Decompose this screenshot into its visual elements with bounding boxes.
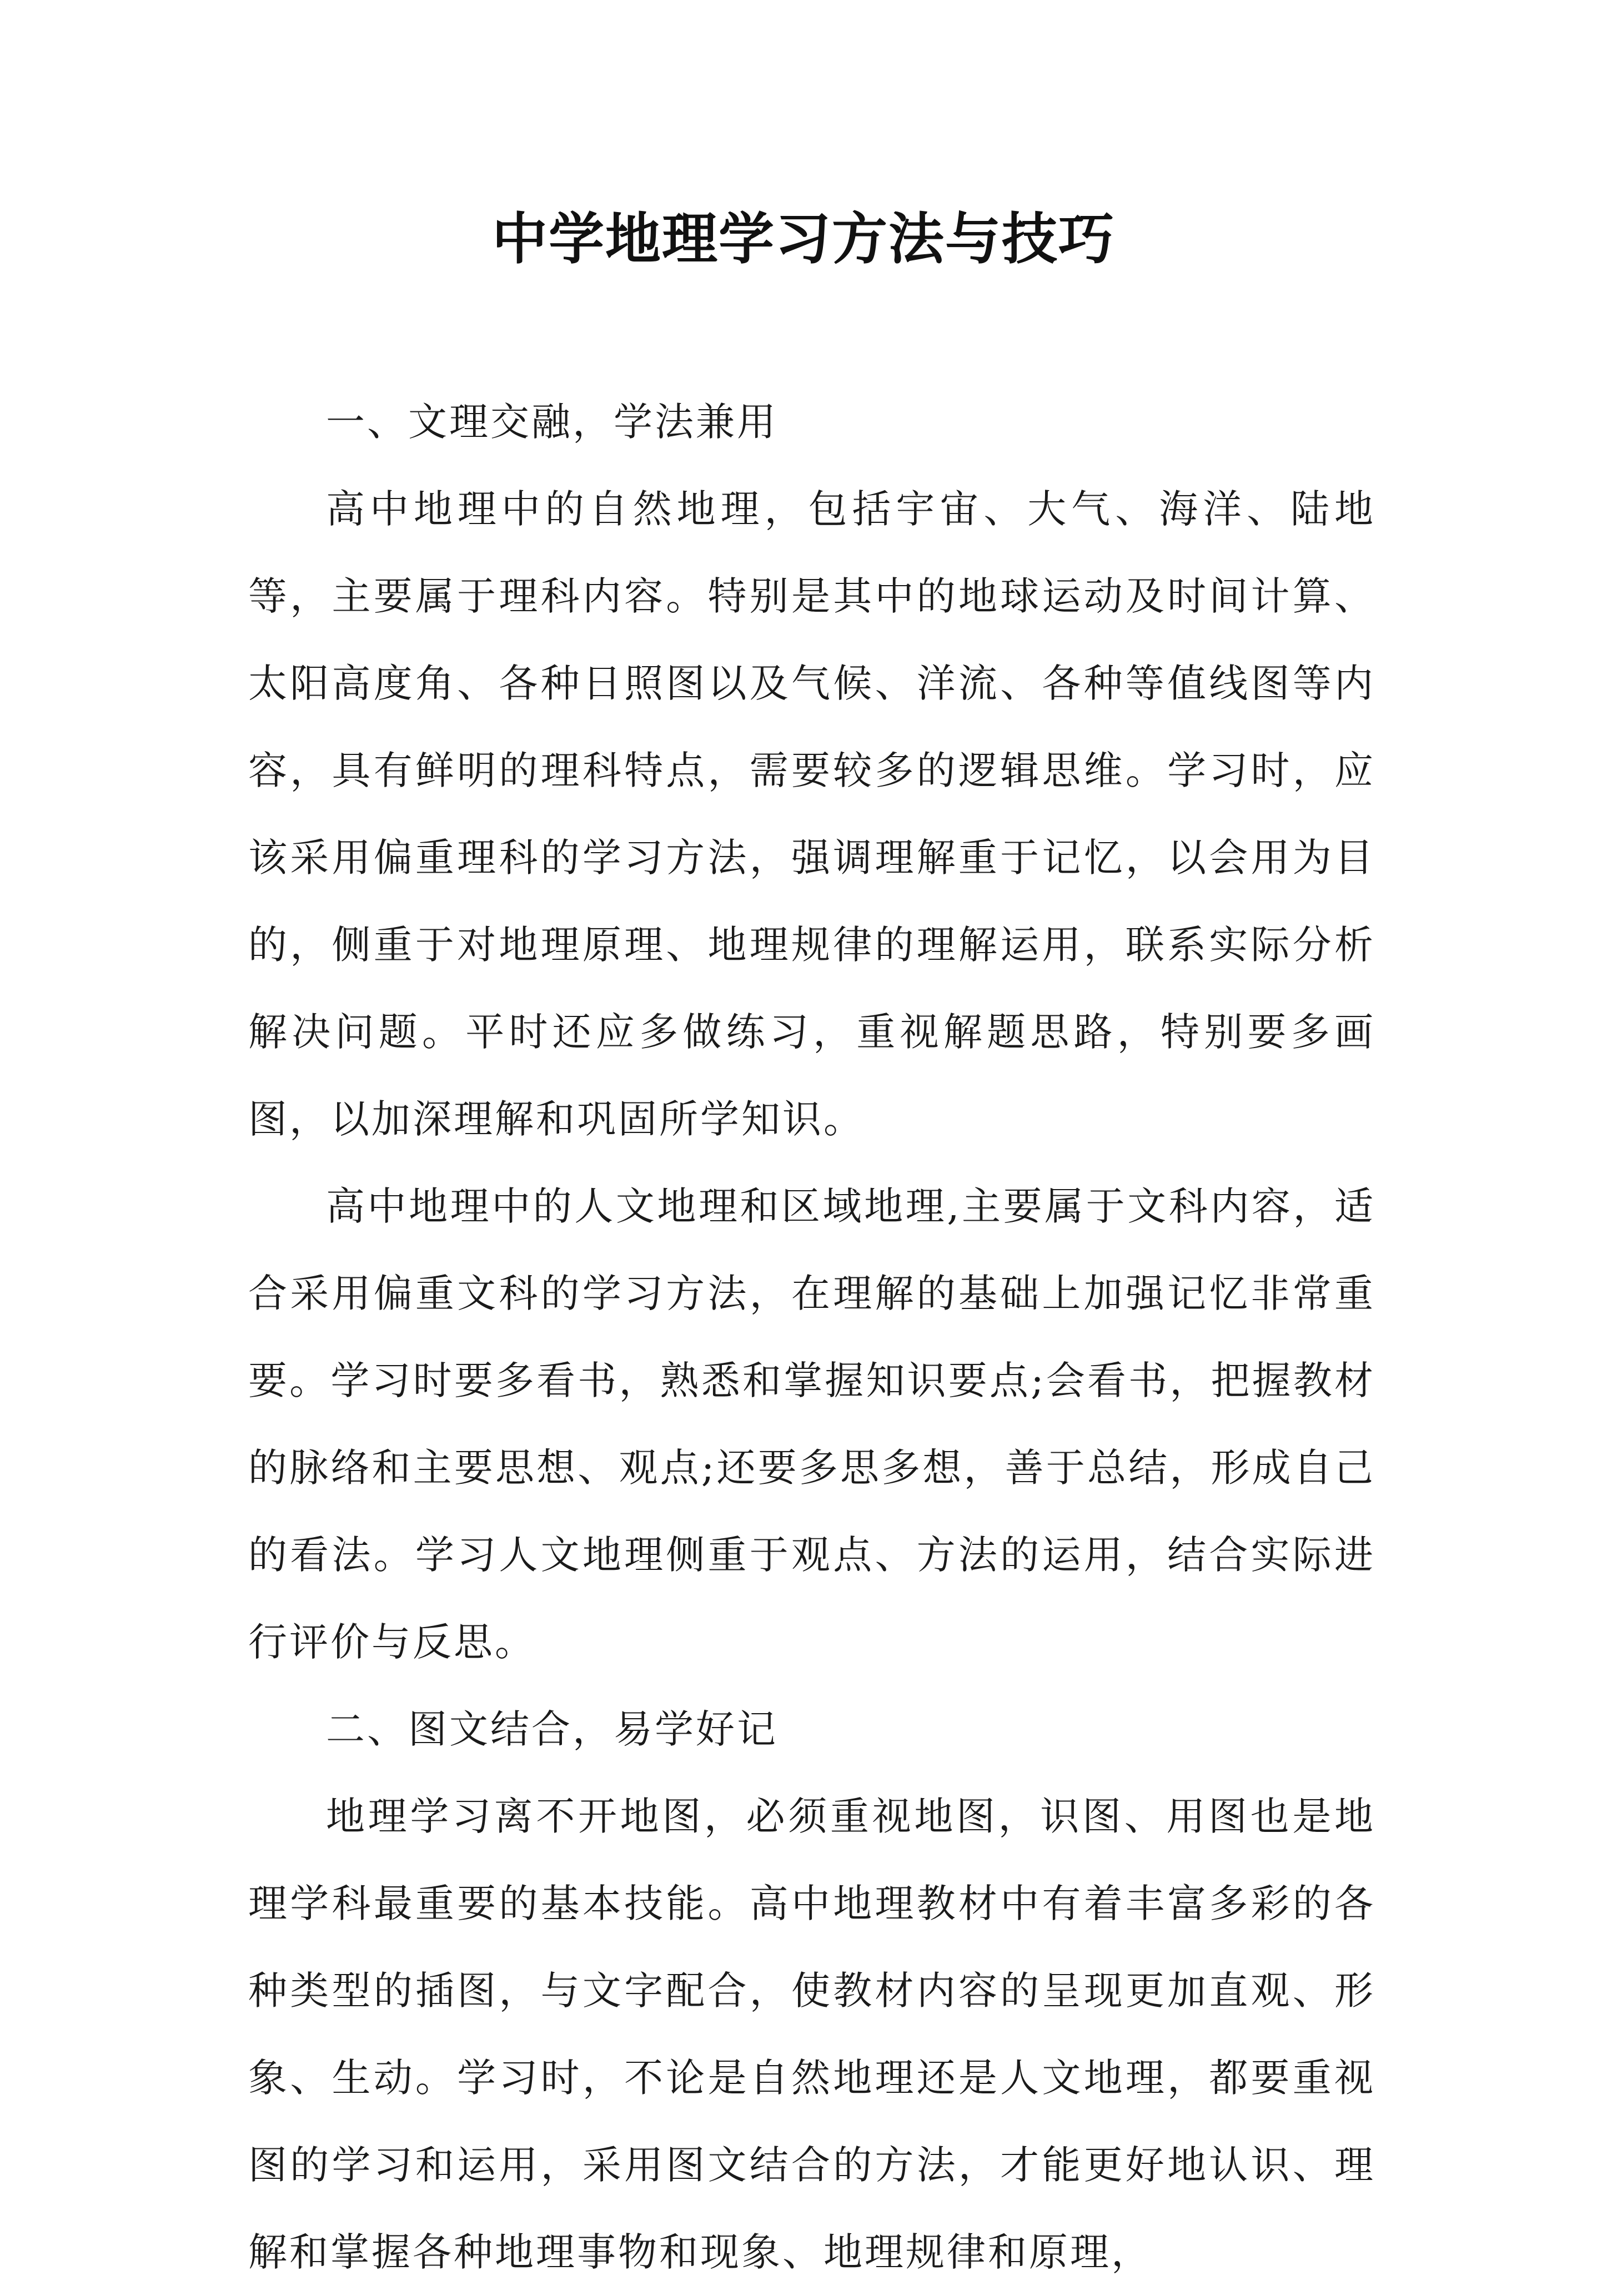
section-heading-2: 二、图文结合，易学好记 [326, 1706, 778, 1752]
paragraph-human-geography: 高中地理中的人文地理和区域地理,主要属于文科内容，适合采用偏重文科的学习方法，在理解的基础上加强记忆非常重要。学习时要多看书，熟悉和掌握知识要点;会看书，把握教材的脉络和主要思想、观点;还要多思多想，善于总结，形成自己的看法。学习人文地理侧重于观点、方法的运用，结合实际进行评价与反思。 [248, 1184, 1375, 1665]
section-heading-1: 一、文理交融，学法兼用 [326, 399, 778, 445]
paragraph-physical-geography: 高中地理中的自然地理，包括宇宙、大气、海洋、陆地等，主要属于理科内容。特别是其中的地球运动及时间计算、太阳高度角、各种日照图以及气候、洋流、各种等值线图等内容，具有鲜明的理科特点，需要较多的逻辑思维。学习时，应该采用偏重理科的学习方法，强调理解重于记忆，以会用为目的，侧重于对地理原理、地理规律的理解运用，联系实际分析解决问题。平时还应多做练习，重视解题思路，特别要多画图，以加深理解和巩固所学知识。 [248, 486, 1375, 1142]
paragraph-maps: 地理学习离不开地图，必须重视地图，识图、用图也是地理学科最重要的基本技能。高中地理教材中有着丰富多彩的各种类型的插图，与文字配合，使教材内容的呈现更加直观、形象、生动。学习时，不论是自然地理还是人文地理，都要重视图的学习和运用，采用图文结合的方法，才能更好地认识、理解和掌握各种地理事物和现象、地理规律和原理， [248, 1794, 1375, 2275]
document-body [248, 379, 1375, 2296]
document-title: 中学地理学习方法与技巧 [492, 206, 1115, 271]
